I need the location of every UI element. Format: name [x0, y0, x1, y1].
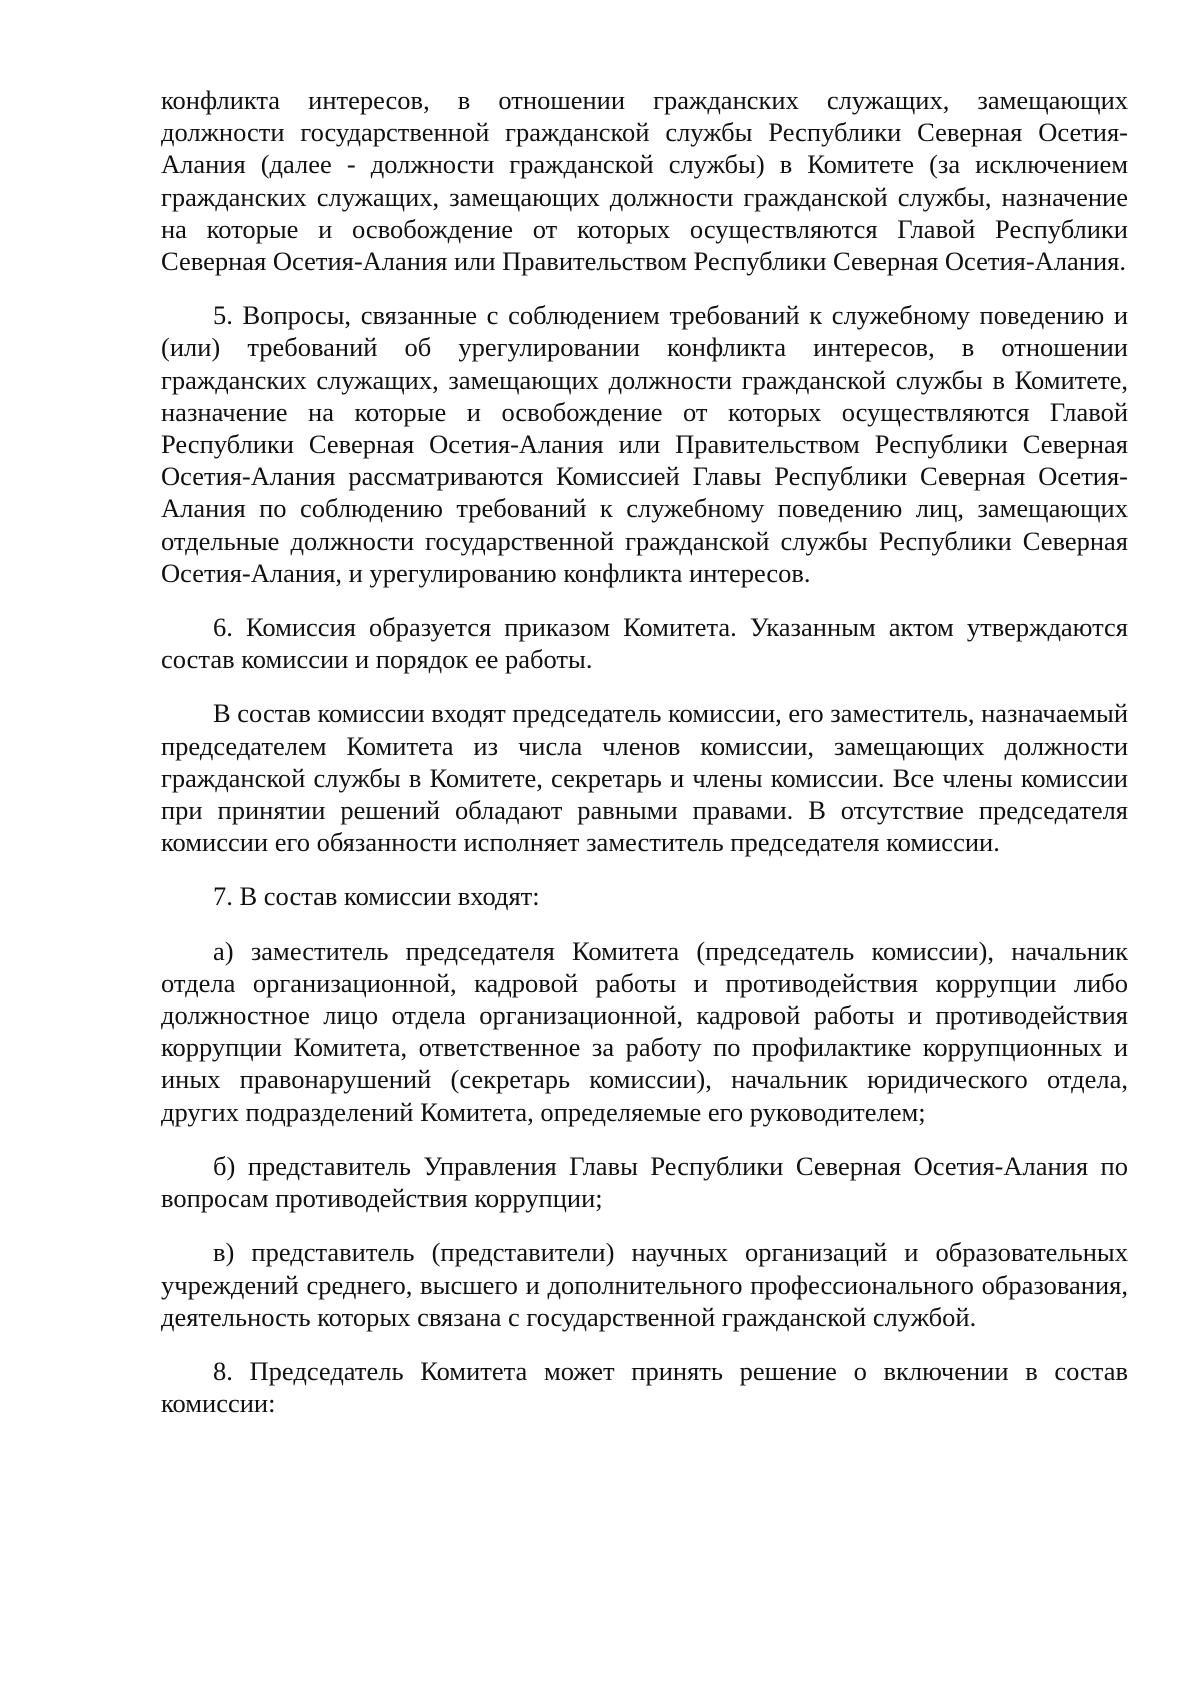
paragraph-continuation: конфликта интересов, в отношении гражданских служащих, замещающих должности государственной гражданской службы Республики Северная Осетия-Алания (далее - должности гражданской службы) в Комитете (за исключением гражданских служащих, замещающих должности гражданской службы, назначение на которые и освобождение от которых осуществляются Главой Республики Северная Осетия-Алания или Правительством Республики Северная Осетия-Алания. [161, 85, 1128, 277]
document-body [161, 84, 1128, 1441]
paragraph-commission-composition: В состав комиссии входят председатель комиссии, его заместитель, назначаемый председателем Комитета из числа членов комиссии, замещающих должности гражданской службы в Комитете, секретарь и члены комиссии. Все члены комиссии при принятии решений обладают равными правами. В отсутствие председателя комиссии его обязанности исполняет заместитель председателя комиссии. [161, 698, 1129, 858]
paragraph-item-5: 5. Вопросы, связанные с соблюдением требований к служебному поведению и (или) требований об урегулировании конфликта интересов, в отношении гражданских служащих, замещающих должности гражданской службы в Комитете, назначение на которые и освобождение от которых осуществляются Главой Республики Северная Осетия-Алания или Правительством Республики Северная Осетия-Алания рассматриваются Комиссией Главы Республики Северная Осетия-Алания по соблюдению требований к служебному поведению лиц, замещающих отдельные должности государственной гражданской службы Республики Северная Осетия-Алания, и урегулированию конфликта интересов. [161, 300, 1128, 588]
paragraph-item-7a: а) заместитель председателя Комитета (председатель комиссии), начальник отдела организационной, кадровой работы и противодействия коррупции либо должностное лицо отдела организационной, кадровой работы и противодействия коррупции Комитета, ответственное за работу по профилактике коррупционных и иных правонарушений (секретарь комиссии), начальник юридического отдела, других подразделений Комитета, определяемые его руководителем; [161, 935, 1128, 1127]
paragraph-item-7: 7. В состав комиссии входят: [213, 881, 540, 912]
paragraph-item-7c: в) представитель (представители) научных организаций и образовательных учреждений среднего, высшего и дополнительного профессионального образования, деятельность которых связана с государственной гражданской службой. [161, 1237, 1128, 1332]
paragraph-item-8: 8. Председатель Комитета может принять решение о включении в состав комиссии: [161, 1355, 1128, 1419]
paragraph-item-7b: б) представитель Управления Главы Республики Северная Осетия-Алания по вопросам противодействия коррупции; [161, 1150, 1128, 1214]
paragraph-item-6: 6. Комиссия образуется приказом Комитета. Указанным актом утверждаются состав комиссии и порядок ее работы. [161, 612, 1128, 675]
